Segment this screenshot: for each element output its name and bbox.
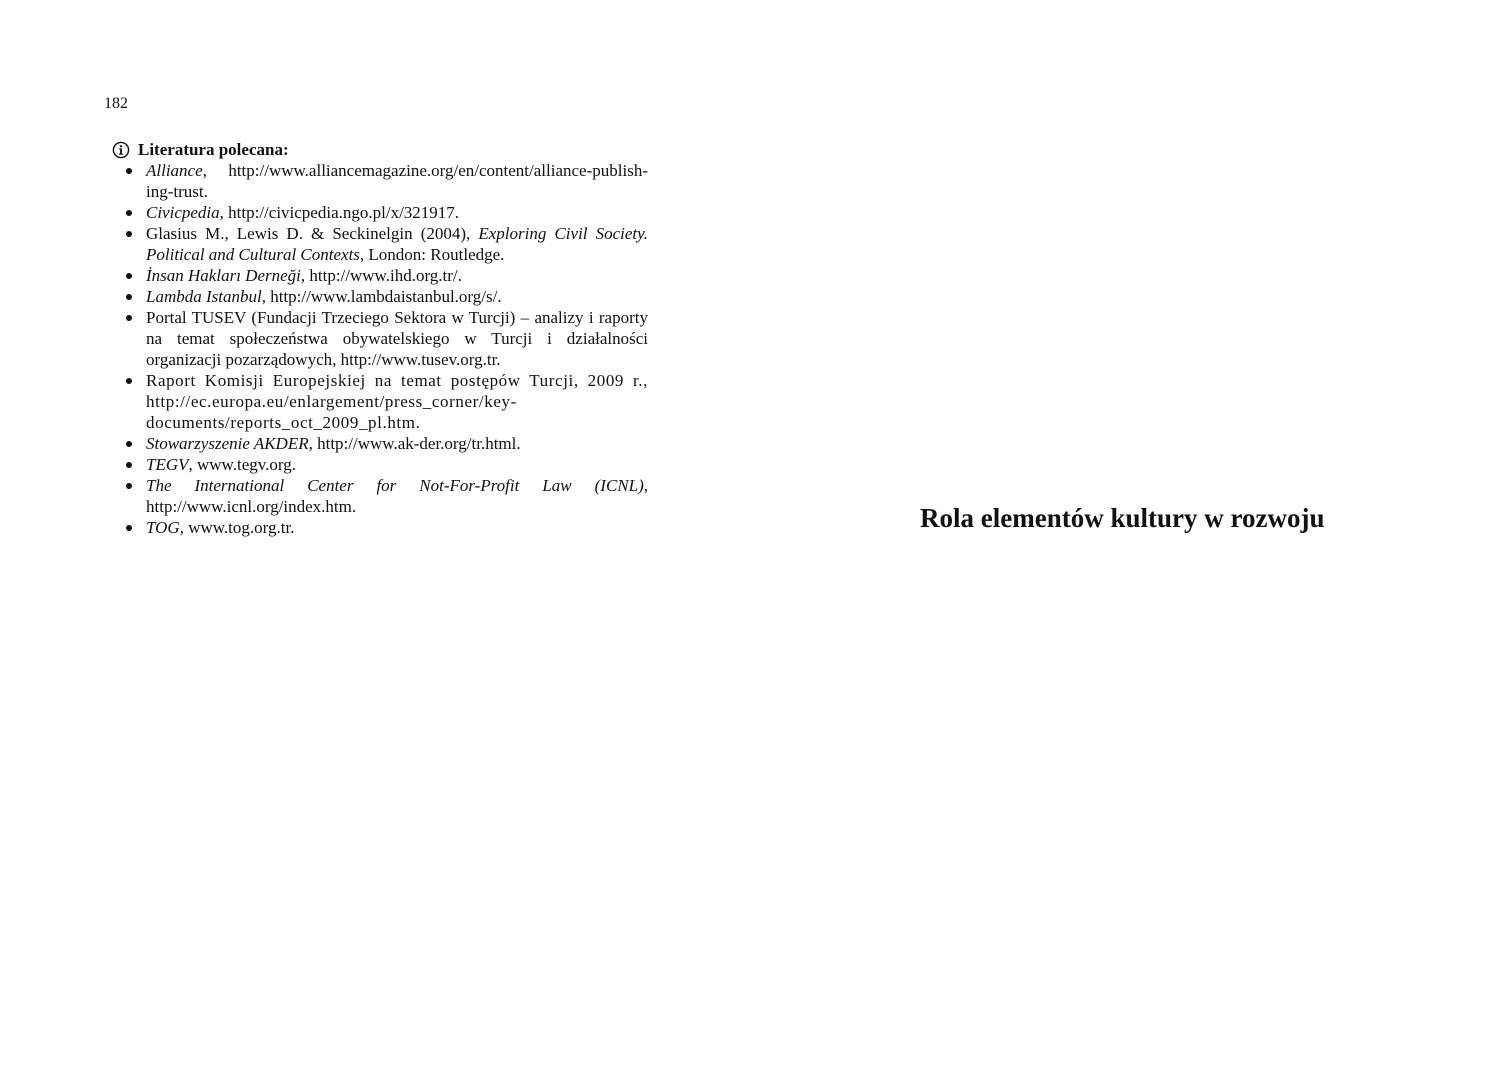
ref-title: TEGV <box>146 455 189 474</box>
ref-title: Civicpedia <box>146 203 220 222</box>
list-item <box>112 517 648 538</box>
list-item <box>112 160 648 202</box>
list-item <box>112 370 648 433</box>
bullet-icon <box>126 273 132 279</box>
bullet-icon <box>126 462 132 468</box>
reading-heading <box>112 139 648 160</box>
ref-text: , www.tog.org.tr. <box>179 518 295 537</box>
bullet-icon <box>126 231 132 237</box>
page-number: 182 <box>104 95 128 112</box>
list-item <box>112 307 648 370</box>
ref-text: Portal TUSEV (Fundacji Trzeciego Sektora w Turcji) – analizy i raporty na temat społeczeństwa obywatelskiego w Turcji i działalności organizacji pozarządowych, http://www.tusev.org.tr. <box>146 308 648 369</box>
bullet-icon <box>126 378 132 384</box>
ref-text: , http://www.alliancemagazine.org/en/content/alliance-publish-ing-trust. <box>146 161 648 201</box>
list-item <box>112 433 648 454</box>
ref-title: The International Center for Not-For-Profit Law (ICNL) <box>146 476 644 495</box>
list-item <box>112 475 648 517</box>
bullet-icon <box>126 483 132 489</box>
info-circle-icon <box>112 141 130 159</box>
ref-text: , London: Routledge. <box>359 245 505 264</box>
reference-list <box>112 160 648 538</box>
list-item <box>112 265 648 286</box>
ref-title: Lambda Istanbul <box>146 287 262 306</box>
ref-text: , http://www.icnl.org/index.htm. <box>146 476 648 516</box>
chapter-title: Rola elementów kultury w rozwoju <box>920 503 1325 533</box>
list-item <box>112 454 648 475</box>
recommended-reading <box>112 139 648 538</box>
ref-text: , http://www.ihd.org.tr/. <box>300 266 462 285</box>
ref-text: , http://www.lambdaistanbul.org/s/. <box>261 287 502 306</box>
bullet-icon <box>126 294 132 300</box>
bullet-icon <box>126 315 132 321</box>
bullet-icon <box>126 210 132 216</box>
ref-title: Stowarzyszenie AKDER <box>146 434 309 453</box>
list-item <box>112 202 648 223</box>
list-item <box>112 286 648 307</box>
bullet-icon <box>126 441 132 447</box>
ref-text: , http://www.ak-der.org/tr.html. <box>308 434 521 453</box>
bullet-icon <box>126 168 132 174</box>
reading-heading-text: Literatura polecana: <box>138 140 289 159</box>
ref-title: Alliance <box>146 161 203 180</box>
ref-text: , www.tegv.org. <box>188 455 296 474</box>
ref-text: , http://civicpedia.ngo.pl/x/321917. <box>219 203 460 222</box>
ref-text: Raport Komisji Europejskiej na temat postępów Turcji, 2009 r., http://ec.europa.eu/enlargement/press_corner/key-documents/reports_oct_2009_pl.htm. <box>146 371 648 432</box>
ref-title: TOG <box>146 518 180 537</box>
bullet-icon <box>126 525 132 531</box>
ref-title: İnsan Hakları Derneği <box>146 266 301 285</box>
right-page <box>750 0 1500 1086</box>
list-item <box>112 223 648 265</box>
ref-title: Exploring Civil Society. Political and Cultural Contexts <box>146 224 648 264</box>
ref-authors: Glasius M., Lewis D. & Seckinelgin (2004), <box>146 224 479 243</box>
